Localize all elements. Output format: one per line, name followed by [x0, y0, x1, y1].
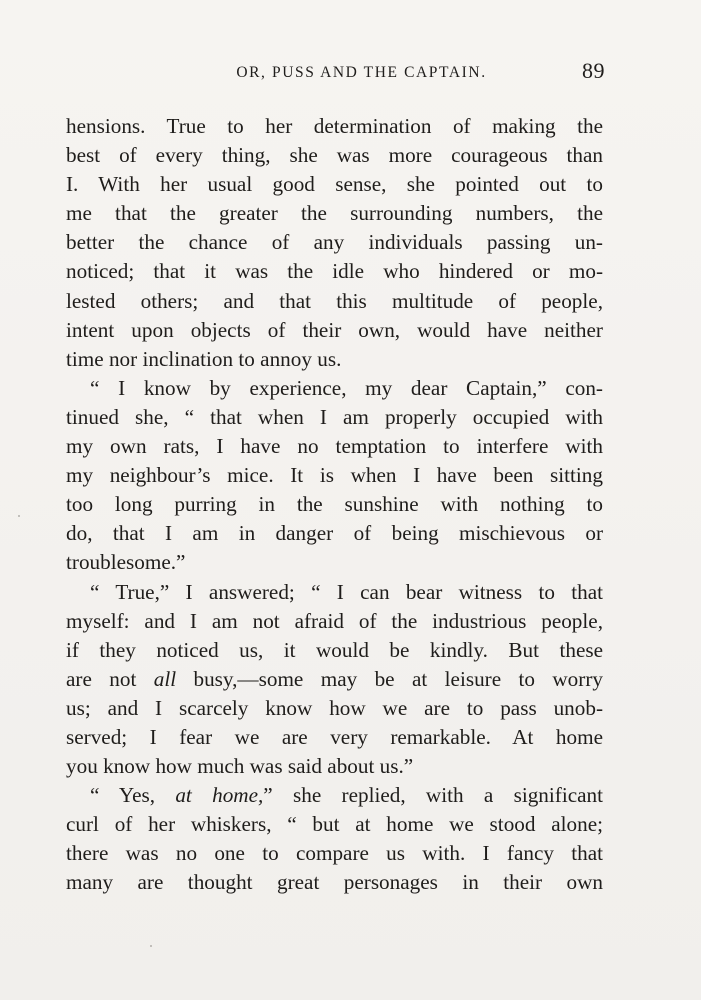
text-line: intent upon objects of their own, would have neither: [66, 317, 603, 342]
text-line-paragraph-end: you know how much was said about us.”: [66, 754, 414, 779]
text-line: noticed; that it was the idle who hindered or mo-: [66, 259, 603, 284]
text-run: are not: [66, 666, 154, 691]
text-line: many are thought great personages in their own: [66, 870, 603, 895]
text-line: served; I fear we are very remarkable. At home: [66, 724, 603, 749]
running-title: OR, PUSS AND THE CAPTAIN.: [236, 64, 487, 81]
text-run: ” she replied, with a significant: [263, 783, 604, 808]
paper-speck: [18, 515, 20, 517]
body-text: [66, 112, 603, 898]
text-line: curl of her whiskers, “ but at home we stood alone;: [66, 812, 603, 837]
running-head: [66, 56, 605, 90]
text-line-with-emphasis: [66, 665, 603, 694]
text-line: better the chance of any individuals passing un-: [66, 230, 603, 255]
text-line: if they noticed us, it would be kindly. But these: [66, 637, 603, 662]
text-line: my own rats, I have no temptation to interfere with: [66, 434, 603, 459]
text-line-paragraph-start: “ I know by experience, my dear Captain,” con-: [90, 375, 603, 400]
text-run: “ Yes,: [90, 783, 176, 808]
page-number: 89: [582, 58, 605, 83]
text-line: best of every thing, she was more courageous than: [66, 143, 603, 168]
text-line-paragraph-end: time nor inclination to annoy us.: [66, 346, 342, 371]
text-line: tinued she, “ that when I am properly occupied with: [66, 404, 603, 429]
emphasis-word: at home,: [175, 783, 264, 808]
text-line-paragraph-end: troublesome.”: [66, 550, 186, 575]
paper-speck: [150, 945, 152, 947]
text-run: busy,—some may be at leisure to worry: [176, 666, 603, 691]
text-line: hensions. True to her determination of making the: [66, 114, 603, 138]
text-line: lested others; and that this multitude of people,: [66, 288, 603, 313]
text-line: too long purring in the sunshine with nothing to: [66, 492, 603, 517]
text-line-with-emphasis: [66, 781, 603, 810]
text-line: there was no one to compare us with. I fancy that: [66, 841, 603, 866]
text-line: us; and I scarcely know how we are to pass unob-: [66, 695, 603, 720]
text-line: myself: and I am not afraid of the industrious people,: [66, 608, 603, 633]
text-line: my neighbour’s mice. It is when I have been sitting: [66, 463, 603, 488]
text-line: do, that I am in danger of being mischievous or: [66, 521, 603, 546]
text-line-paragraph-start: “ True,” I answered; “ I can bear witness to that: [90, 579, 603, 604]
text-line: I. With her usual good sense, she pointed out to: [66, 172, 603, 197]
text-line: me that the greater the surrounding numbers, the: [66, 201, 603, 226]
emphasis-word: all: [153, 666, 177, 691]
